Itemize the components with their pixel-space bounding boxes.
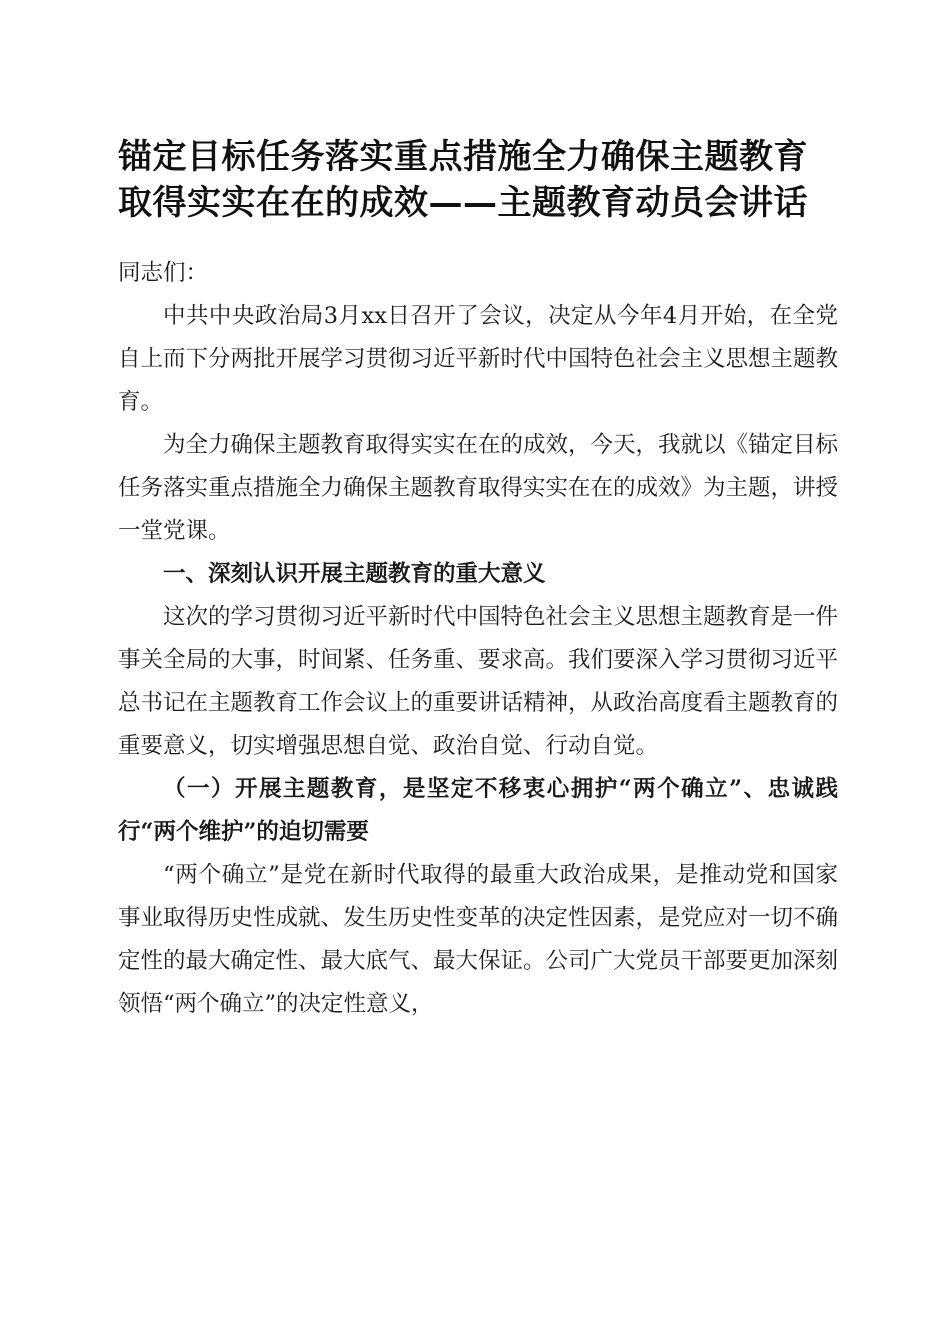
section-heading-1: 一、深刻认识开展主题教育的重大意义 <box>163 561 546 587</box>
greeting: 同志们： <box>118 260 209 286</box>
subsection-1-paragraph: “两个确立”是党在新时代取得的最重大政治成果，是推动党和国家事业取得历史性成就、发生历史性变革的决定性因素，是党应对一切不确定性的最大确定性、最大底气、最大保证。公司广大党员干部要更加深刻领悟“两个确立”的决定性意义， <box>118 862 839 1017</box>
title-line-2: 取得实实在在的成效——主题教育动员会讲话 <box>118 183 808 223</box>
subsection-heading-1: （一）开展主题教育，是坚定不移衷心拥护“两个确立”、忠诚践行“两个维护”的迫切需要 <box>118 776 838 845</box>
document-title <box>118 134 838 226</box>
paragraph-intro-1: 中共中央政治局3月xx日召开了会议，决定从今年4月开始，在全党自上而下分两批开展学习贯彻习近平新时代中国特色社会主义思想主题教育。 <box>118 303 839 415</box>
document-body <box>118 252 838 1026</box>
paragraph-intro-2: 为全力确保主题教育取得实实在在的成效，今天，我就以《锚定目标任务落实重点措施全力确保主题教育取得实实在在的成效》为主题，讲授一堂党课。 <box>118 432 839 544</box>
title-line-1: 锚定目标任务落实重点措施全力确保主题教育 <box>118 137 808 177</box>
section-1-paragraph: 这次的学习贯彻习近平新时代中国特色社会主义思想主题教育是一件事关全局的大事，时间紧、任务重、要求高。我们要深入学习贯彻习近平总书记在主题教育工作会议上的重要讲话精神，从政治高度看主题教育的重要意义，切实增强思想自觉、政治自觉、行动自觉。 <box>118 604 839 759</box>
